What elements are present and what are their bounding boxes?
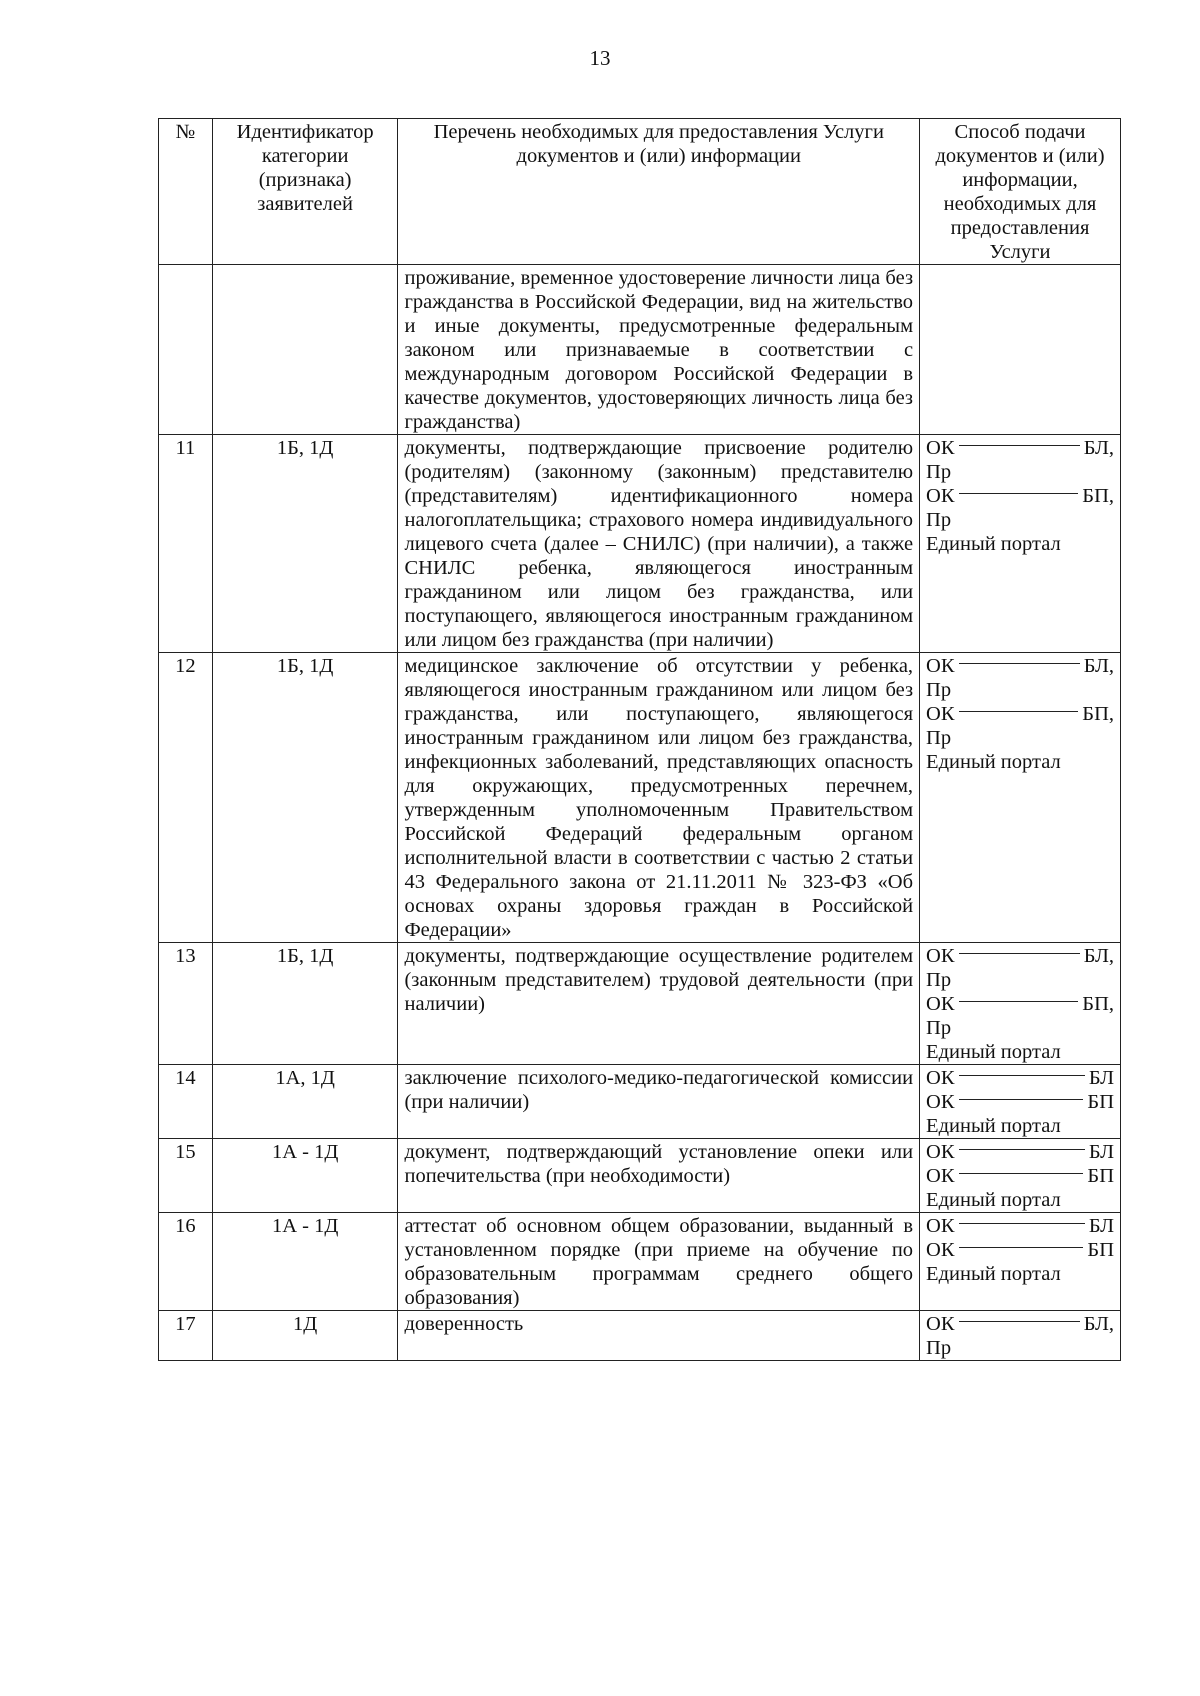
method-office: ОК <box>926 1165 955 1187</box>
method-dash <box>959 493 1079 494</box>
row-category: 1А, 1Д <box>212 1065 398 1139</box>
method-line <box>926 1214 1114 1238</box>
method-dash <box>959 1321 1080 1322</box>
method-office: ОК <box>926 1067 955 1089</box>
method-office: ОК <box>926 485 955 507</box>
method-dash <box>959 953 1080 954</box>
table-row <box>159 943 1121 1065</box>
row-number: 16 <box>159 1213 213 1311</box>
row-number: 13 <box>159 943 213 1065</box>
method-type: БП <box>1087 1165 1114 1187</box>
method-text: Единый портал <box>926 751 1061 773</box>
table-row <box>159 653 1121 943</box>
row-category: 1А - 1Д <box>212 1139 398 1213</box>
method-dash <box>959 1247 1084 1248</box>
method-line <box>926 1090 1114 1114</box>
method-type: БЛ <box>1088 1067 1114 1089</box>
method-dash <box>959 663 1080 664</box>
row-number: 14 <box>159 1065 213 1139</box>
table-row <box>159 435 1121 653</box>
row-method <box>920 943 1121 1065</box>
header-method: Способ подачи документов и (или) информации, необходимых для предоставления Услуги <box>920 119 1121 265</box>
row-category <box>212 265 398 435</box>
method-type: БЛ <box>1088 1215 1114 1237</box>
row-documents: медицинское заключение об отсутствии у ребенка, являющегося иностранным гражданином или лицом без гражданства, или поступающего, являющегося иностранным гражданином или лицом без гражданства, инфекционных заболеваний, представляющих опасность для окружающих, предусмотренных перечнем, утвержденным уполномоченным Правительством Российской Федераций федеральным органом исполнительной власти в соответствии с частью 2 статьи 43 Федерального закона от 21.11.2011 № 323-ФЗ «Об основах охраны здоровья граждан в Российской Федерации» <box>398 653 920 943</box>
method-office: ОК <box>926 1239 955 1261</box>
row-category: 1Б, 1Д <box>212 943 398 1065</box>
row-category: 1Б, 1Д <box>212 653 398 943</box>
method-line <box>926 992 1114 1016</box>
row-documents: аттестат об основном общем образовании, выданный в установленном порядке (при приеме на обучение по образовательным программам среднего общего образования) <box>398 1213 920 1311</box>
method-type: БП, <box>1082 485 1114 507</box>
row-category: 1А - 1Д <box>212 1213 398 1311</box>
method-text: Пр <box>926 1017 952 1039</box>
method-office: ОК <box>926 437 955 459</box>
method-line <box>926 436 1114 460</box>
method-office: ОК <box>926 945 955 967</box>
method-text: Пр <box>926 509 952 531</box>
row-method <box>920 1139 1121 1213</box>
method-text: Пр <box>926 461 952 483</box>
method-line <box>926 654 1114 678</box>
header-documents: Перечень необходимых для предоставления Услуги документов и (или) информации <box>398 119 920 265</box>
method-text: Пр <box>926 1337 952 1359</box>
table-row <box>159 1311 1121 1361</box>
method-text: Пр <box>926 969 952 991</box>
row-number <box>159 265 213 435</box>
method-line <box>926 1312 1114 1336</box>
row-number: 11 <box>159 435 213 653</box>
documents-table <box>158 118 1121 1361</box>
method-line <box>926 484 1114 508</box>
header-no: № <box>159 119 213 265</box>
method-line <box>926 1140 1114 1164</box>
method-line <box>926 944 1114 968</box>
table-row <box>159 1139 1121 1213</box>
row-number: 15 <box>159 1139 213 1213</box>
method-type: БЛ, <box>1083 945 1114 967</box>
row-method <box>920 435 1121 653</box>
row-number: 12 <box>159 653 213 943</box>
method-line <box>926 1066 1114 1090</box>
method-text: Пр <box>926 679 952 701</box>
method-office: ОК <box>926 655 955 677</box>
method-type: БЛ, <box>1083 437 1114 459</box>
method-office: ОК <box>926 1141 955 1163</box>
row-documents: заключение психолого-медико-педагогической комиссии (при наличии) <box>398 1065 920 1139</box>
method-type: БЛ <box>1088 1141 1114 1163</box>
method-line <box>926 702 1114 726</box>
method-office: ОК <box>926 1313 955 1335</box>
row-method <box>920 265 1121 435</box>
row-documents: документ, подтверждающий установление опеки или попечительства (при необходимости) <box>398 1139 920 1213</box>
row-documents: проживание, временное удостоверение личности лица без гражданства в Российской Федерации, вид на жительство и иные документы, предусмотренные федеральным законом или признаваемые в соответствии с международным договором Российской Федерации в качестве документов, удостоверяющих личность лица без гражданства) <box>398 265 920 435</box>
page-number: 13 <box>589 46 611 70</box>
method-type: БЛ, <box>1083 655 1114 677</box>
method-line <box>926 1238 1114 1262</box>
method-line <box>926 1164 1114 1188</box>
row-number: 17 <box>159 1311 213 1361</box>
row-method <box>920 1213 1121 1311</box>
method-dash <box>959 445 1080 446</box>
method-text: Единый портал <box>926 1189 1061 1211</box>
method-text: Единый портал <box>926 1115 1061 1137</box>
table-body <box>159 265 1121 1361</box>
method-office: ОК <box>926 703 955 725</box>
row-documents: документы, подтверждающие осуществление родителем (законным представителем) трудовой деятельности (при наличии) <box>398 943 920 1065</box>
method-dash <box>959 1173 1084 1174</box>
method-text: Единый портал <box>926 533 1061 555</box>
method-dash <box>959 1149 1085 1150</box>
table-header-row <box>159 119 1121 265</box>
row-method <box>920 1065 1121 1139</box>
method-text: Единый портал <box>926 1263 1061 1285</box>
method-dash <box>959 1099 1084 1100</box>
method-dash <box>959 1001 1079 1002</box>
method-type: БЛ, <box>1083 1313 1114 1335</box>
method-dash <box>959 711 1079 712</box>
method-type: БП, <box>1082 703 1114 725</box>
table-row <box>159 1213 1121 1311</box>
row-documents: документы, подтверждающие присвоение родителю (родителям) (законному (законным) представителю (представителям) идентификационного номера налогоплательщика; страхового номера индивидуального лицевого счета (далее – СНИЛС) (при наличии), а также СНИЛС ребенка, являющегося иностранным гражданином или лицом без гражданства, или поступающего, являющегося иностранным гражданином или лицом без гражданства (при наличии) <box>398 435 920 653</box>
row-method <box>920 1311 1121 1361</box>
table-row <box>159 265 1121 435</box>
row-category: 1Д <box>212 1311 398 1361</box>
method-type: БП <box>1087 1091 1114 1113</box>
method-office: ОК <box>926 1091 955 1113</box>
row-documents: доверенность <box>398 1311 920 1361</box>
header-category: Идентификатор категории (признака) заявителей <box>212 119 398 265</box>
method-type: БП, <box>1082 993 1114 1015</box>
method-text: Единый портал <box>926 1041 1061 1063</box>
row-category: 1Б, 1Д <box>212 435 398 653</box>
method-office: ОК <box>926 993 955 1015</box>
method-dash <box>959 1075 1085 1076</box>
method-office: ОК <box>926 1215 955 1237</box>
method-text: Пр <box>926 727 952 749</box>
table-row <box>159 1065 1121 1139</box>
method-type: БП <box>1087 1239 1114 1261</box>
method-dash <box>959 1223 1085 1224</box>
row-method <box>920 653 1121 943</box>
